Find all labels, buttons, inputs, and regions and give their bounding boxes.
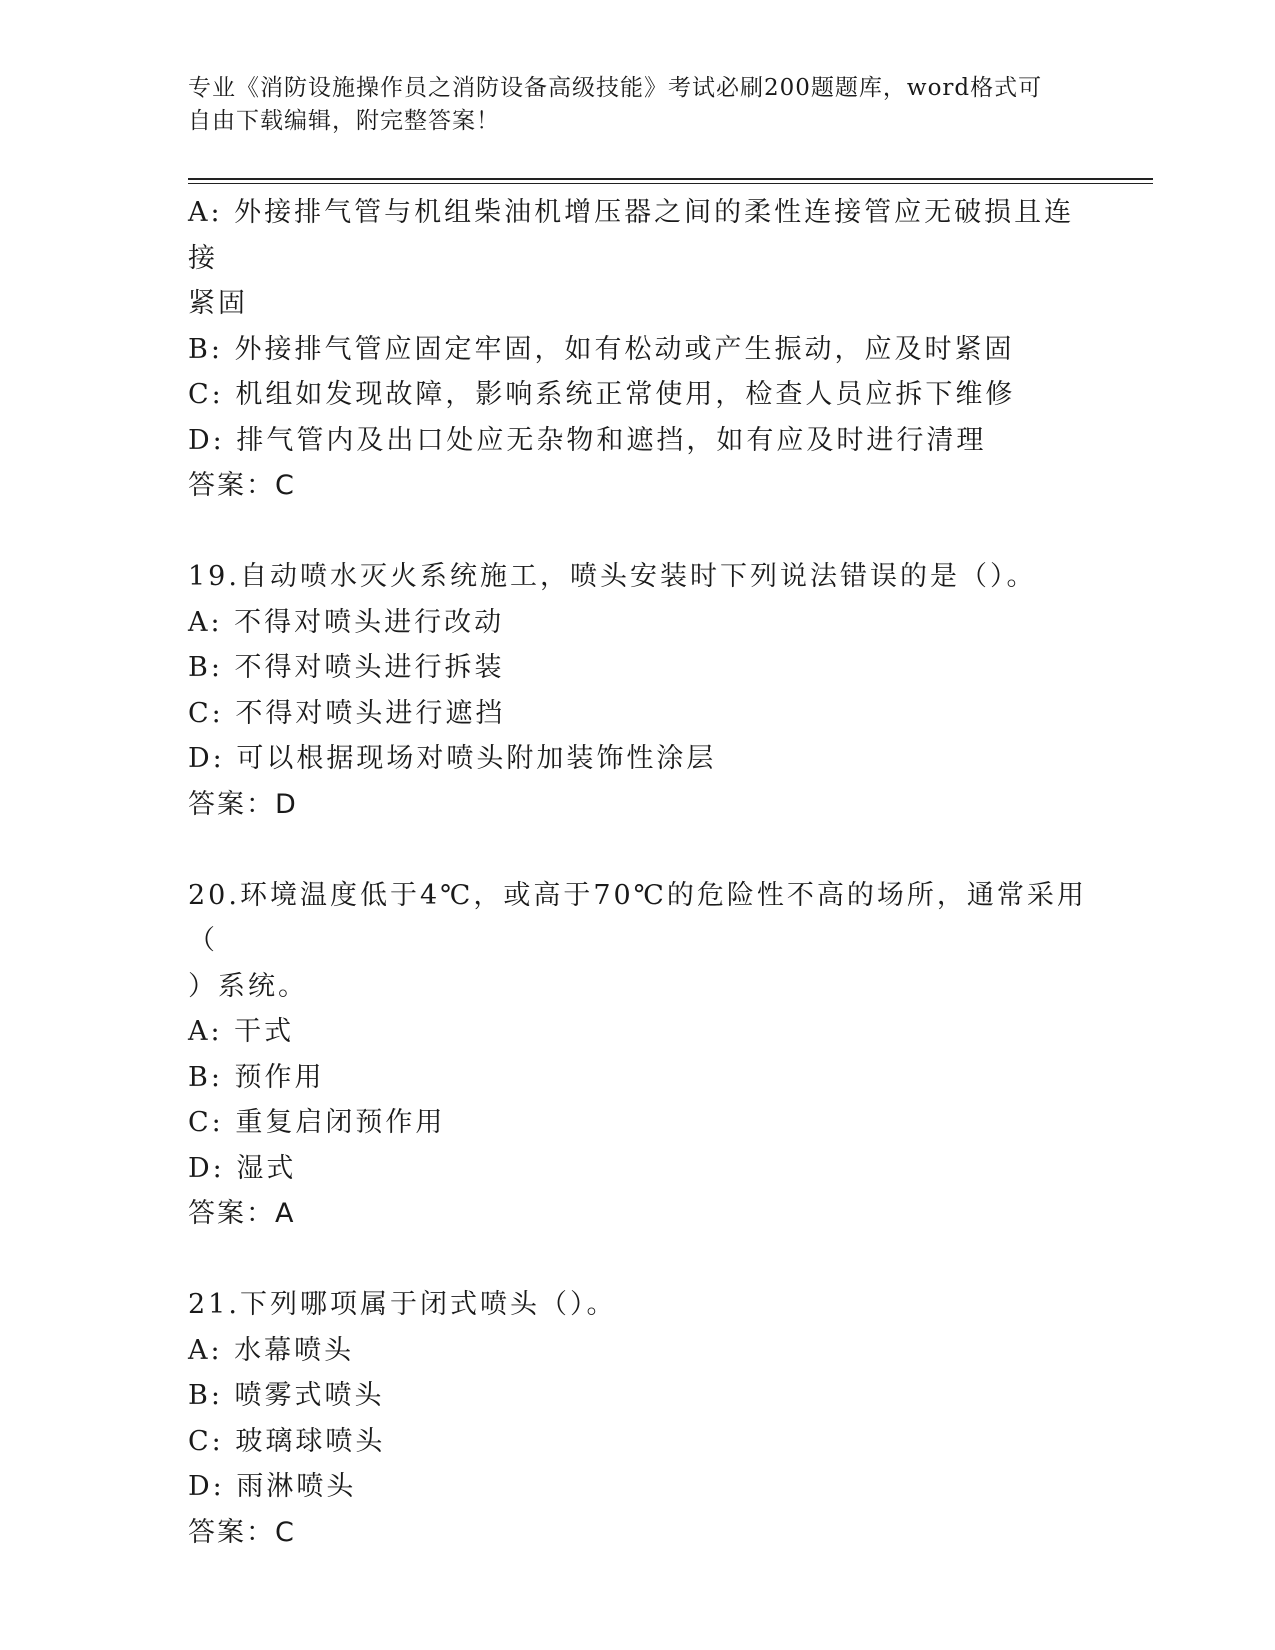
option-b: B: 不得对喷头进行拆装 xyxy=(188,652,505,683)
option-c: C: 不得对喷头进行遮挡 xyxy=(188,697,506,729)
question-text: 20.环境温度低于4℃，或高于70℃的危险性不高的场所，通常采用（ xyxy=(188,879,1087,956)
question-21-block xyxy=(188,1282,1088,1555)
answer: 答案：D xyxy=(188,788,298,820)
answer: 答案：C xyxy=(188,1516,296,1548)
option-c: C: 机组如发现故障，影响系统正常使用，检查人员应拆下维修 xyxy=(188,379,1016,410)
page-header xyxy=(188,72,1088,138)
option-a: A: 干式 xyxy=(188,1016,295,1047)
option-a: A: 水幕喷头 xyxy=(188,1334,355,1366)
header-title-line-2: 自由下载编辑，附完整答案！ xyxy=(188,108,500,134)
spacer xyxy=(188,827,1088,873)
header-divider xyxy=(188,178,1153,180)
option-a: A: 不得对喷头进行改动 xyxy=(188,606,505,638)
option-a: A: 外接排气管与机组柴油机增压器之间的柔性连接管应无破损且连接 xyxy=(188,197,1075,274)
spacer xyxy=(188,1237,1088,1283)
question-text: 21.下列哪项属于闭式喷头（）。 xyxy=(188,1289,617,1320)
question-19-block xyxy=(188,554,1088,827)
option-d: D: 湿式 xyxy=(188,1152,297,1184)
header-divider-thin xyxy=(188,183,1153,184)
option-b: B: 喷雾式喷头 xyxy=(188,1380,385,1411)
option-b: B: 外接排气管应固定牢固，如有松动或产生振动，应及时紧固 xyxy=(188,333,1015,365)
header-title-line-1: 专业《消防设施操作员之消防设备高级技能》考试必刷200题题库，word格式可 xyxy=(188,75,1043,101)
answer: 答案：A xyxy=(188,1198,296,1229)
option-a-continued: 紧固 xyxy=(188,288,248,319)
option-b: B: 预作用 xyxy=(188,1061,325,1093)
spacer xyxy=(188,509,1088,555)
option-c: C: 玻璃球喷头 xyxy=(188,1425,386,1457)
answer: 答案：C xyxy=(188,470,296,501)
option-d: D: 排气管内及出口处应无杂物和遮挡，如有应及时进行清理 xyxy=(188,424,987,456)
question-text: 19.自动喷水灭火系统施工，喷头安装时下列说法错误的是（）。 xyxy=(188,561,1037,592)
question-text-continued: ）系统。 xyxy=(188,970,308,1002)
option-d: D: 雨淋喷头 xyxy=(188,1471,357,1502)
option-d: D: 可以根据现场对喷头附加装饰性涂层 xyxy=(188,743,717,774)
option-c: C: 重复启闭预作用 xyxy=(188,1107,446,1138)
question-20-block xyxy=(188,873,1088,1237)
question-18-block xyxy=(188,190,1088,509)
question-content xyxy=(188,190,1088,1555)
